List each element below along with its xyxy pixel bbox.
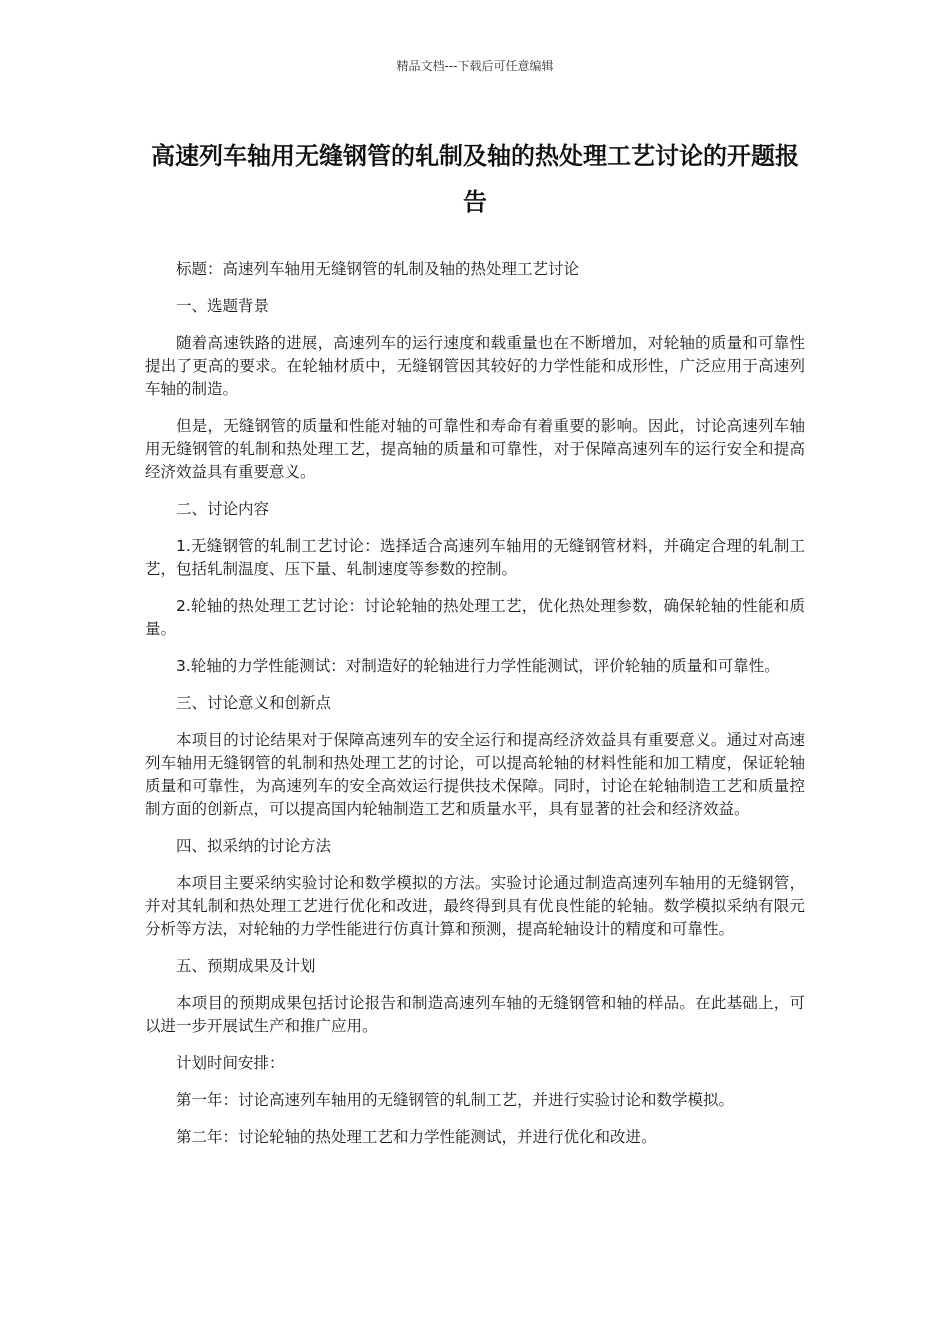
document-body xyxy=(145,258,805,1163)
paragraph: 3.轮轴的力学性能测试：对制造好的轮轴进行力学性能测试，评价轮轴的质量和可靠性。 xyxy=(176,657,780,675)
document-title: 高速列车轴用无缝钢管的轧制及轴的热处理工艺讨论的开题报告 xyxy=(151,142,799,216)
paragraph: 本项目的预期成果包括讨论报告和制造高速列车轴的无缝钢管和轴的样品。在此基础上，可以进一步开展试生产和推广应用。 xyxy=(145,994,805,1035)
section-heading-methods: 四、拟采纳的讨论方法 xyxy=(176,837,332,855)
paragraph-schedule-year-1: 第一年：讨论高速列车轴用的无缝钢管的轧制工艺，并进行实验讨论和数学模拟。 xyxy=(176,1091,735,1109)
paragraph: 但是，无缝钢管的质量和性能对轴的可靠性和寿命有着重要的影响。因此，讨论高速列车轴用无缝钢管的轧制和热处理工艺，提高轴的质量和可靠性，对于保障高速列车的运行安全和提高经济效益具有重要意义。 xyxy=(145,417,805,481)
paragraph: 随着高速铁路的进展，高速列车的运行速度和载重量也在不断增加，对轮轴的质量和可靠性提出了更高的要求。在轮轴材质中，无缝钢管因其较好的力学性能和成形性，广泛应用于高速列车轴的制造。 xyxy=(145,334,805,398)
section-heading-outcomes: 五、预期成果及计划 xyxy=(176,957,316,975)
section-heading-background: 一、选题背景 xyxy=(176,297,270,315)
paragraph: 本项目主要采纳实验讨论和数学模拟的方法。实验讨论通过制造高速列车轴用的无缝钢管，并对其轧制和热处理工艺进行优化和改进，最终得到具有优良性能的轮轴。数学模拟采纳有限元分析等方法，对轮轴的力学性能进行仿真计算和预测，提高轮轴设计的精度和可靠性。 xyxy=(145,874,805,938)
paragraph: 1.无缝钢管的轧制工艺讨论：选择适合高速列车轴用的无缝钢管材料，并确定合理的轧制工艺，包括轧制温度、压下量、轧制速度等参数的控制。 xyxy=(145,537,805,578)
paragraph: 本项目的讨论结果对于保障高速列车的安全运行和提高经济效益具有重要意义。通过对高速列车轴用无缝钢管的轧制和热处理工艺的讨论，可以提高轮轴的材料性能和加工精度，保证轮轴质量和可靠性，为高速列车的安全高效运行提供技术保障。同时，讨论在轮轴制造工艺和质量控制方面的创新点，可以提高国内轮轴制造工艺和质量水平，具有显著的社会和经济效益。 xyxy=(145,731,805,818)
section-heading-significance: 三、讨论意义和创新点 xyxy=(176,694,332,712)
paragraph-schedule-label: 计划时间安排： xyxy=(176,1054,285,1072)
page-header: 精品文档---下载后可任意编辑 xyxy=(396,59,554,73)
paragraph-schedule-year-2: 第二年：讨论轮轴的热处理工艺和力学性能测试，并进行优化和改进。 xyxy=(176,1128,657,1146)
paragraph: 2.轮轴的热处理工艺讨论：讨论轮轴的热处理工艺，优化热处理参数，确保轮轴的性能和质量。 xyxy=(145,597,805,638)
section-heading-content: 二、讨论内容 xyxy=(176,500,270,518)
paragraph-subject: 标题：高速列车轴用无缝钢管的轧制及轴的热处理工艺讨论 xyxy=(176,260,580,278)
